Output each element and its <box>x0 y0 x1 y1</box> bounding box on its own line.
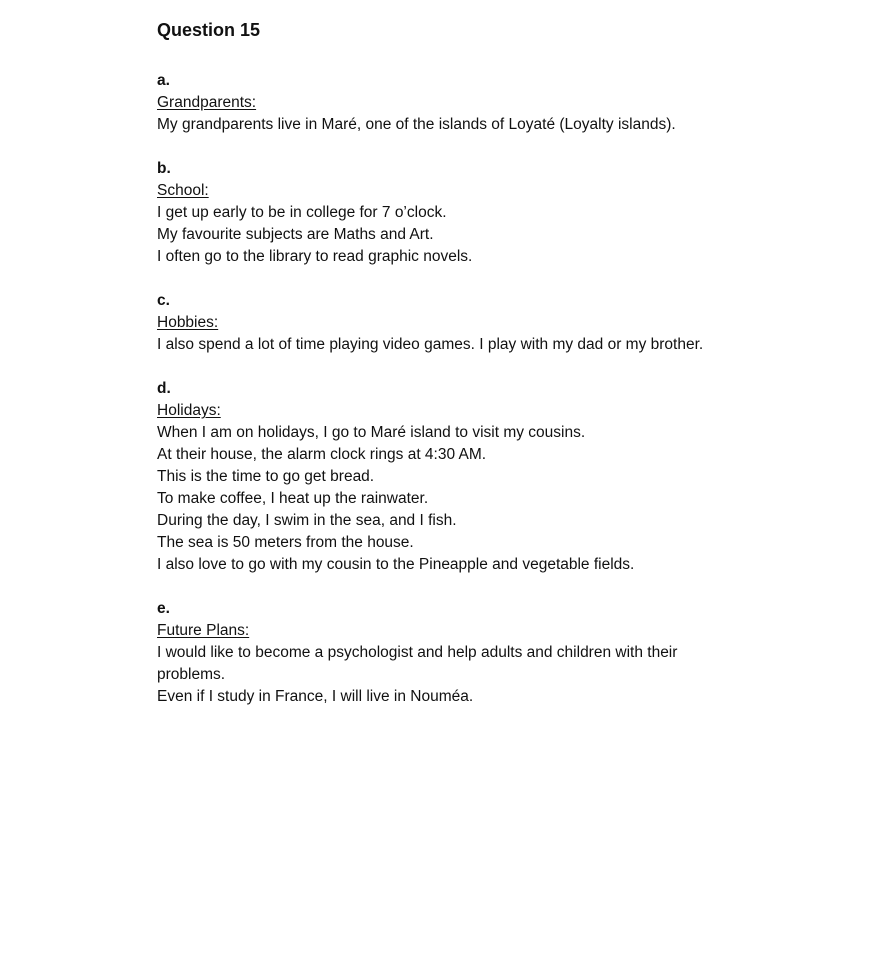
text-line: During the day, I swim in the sea, and I fish. <box>157 512 457 529</box>
section-letter: e. <box>157 600 170 617</box>
section-letter: d. <box>157 380 171 397</box>
section-future-plans <box>157 598 757 708</box>
text-line: My favourite subjects are Maths and Art. <box>157 226 434 243</box>
section-grandparents <box>157 70 757 136</box>
text-line: I often go to the library to read graphic novels. <box>157 248 473 265</box>
section-school <box>157 158 757 268</box>
text-line: I also spend a lot of time playing video games. I play with my dad or my brother. <box>157 336 704 353</box>
text-line: At their house, the alarm clock rings at 4:30 AM. <box>157 446 487 463</box>
text-line: The sea is 50 meters from the house. <box>157 534 414 551</box>
section-heading: School: <box>157 182 209 199</box>
section-hobbies <box>157 290 757 356</box>
text-line: To make coffee, I heat up the rainwater. <box>157 490 429 507</box>
section-letter: b. <box>157 160 171 177</box>
page-title: Question 15 <box>157 20 261 40</box>
text-line: My grandparents live in Maré, one of the islands of Loyaté (Loyalty islands). <box>157 116 676 133</box>
section-holidays <box>157 378 757 576</box>
section-heading: Future Plans: <box>157 622 250 639</box>
section-heading: Hobbies: <box>157 314 219 331</box>
text-line: When I am on holidays, I go to Maré island to visit my cousins. <box>157 424 586 441</box>
section-heading: Holidays: <box>157 402 221 419</box>
section-letter: a. <box>157 72 170 89</box>
text-line: I would like to become a psychologist and help adults and children with their problems. <box>157 644 678 683</box>
section-heading: Grandparents: <box>157 94 257 111</box>
document-page <box>157 18 757 730</box>
text-line: Even if I study in France, I will live in Nouméa. <box>157 688 474 705</box>
text-line: I get up early to be in college for 7 o’clock. <box>157 204 447 221</box>
text-line: This is the time to go get bread. <box>157 468 375 485</box>
section-letter: c. <box>157 292 170 309</box>
text-line: I also love to go with my cousin to the Pineapple and vegetable fields. <box>157 556 635 573</box>
